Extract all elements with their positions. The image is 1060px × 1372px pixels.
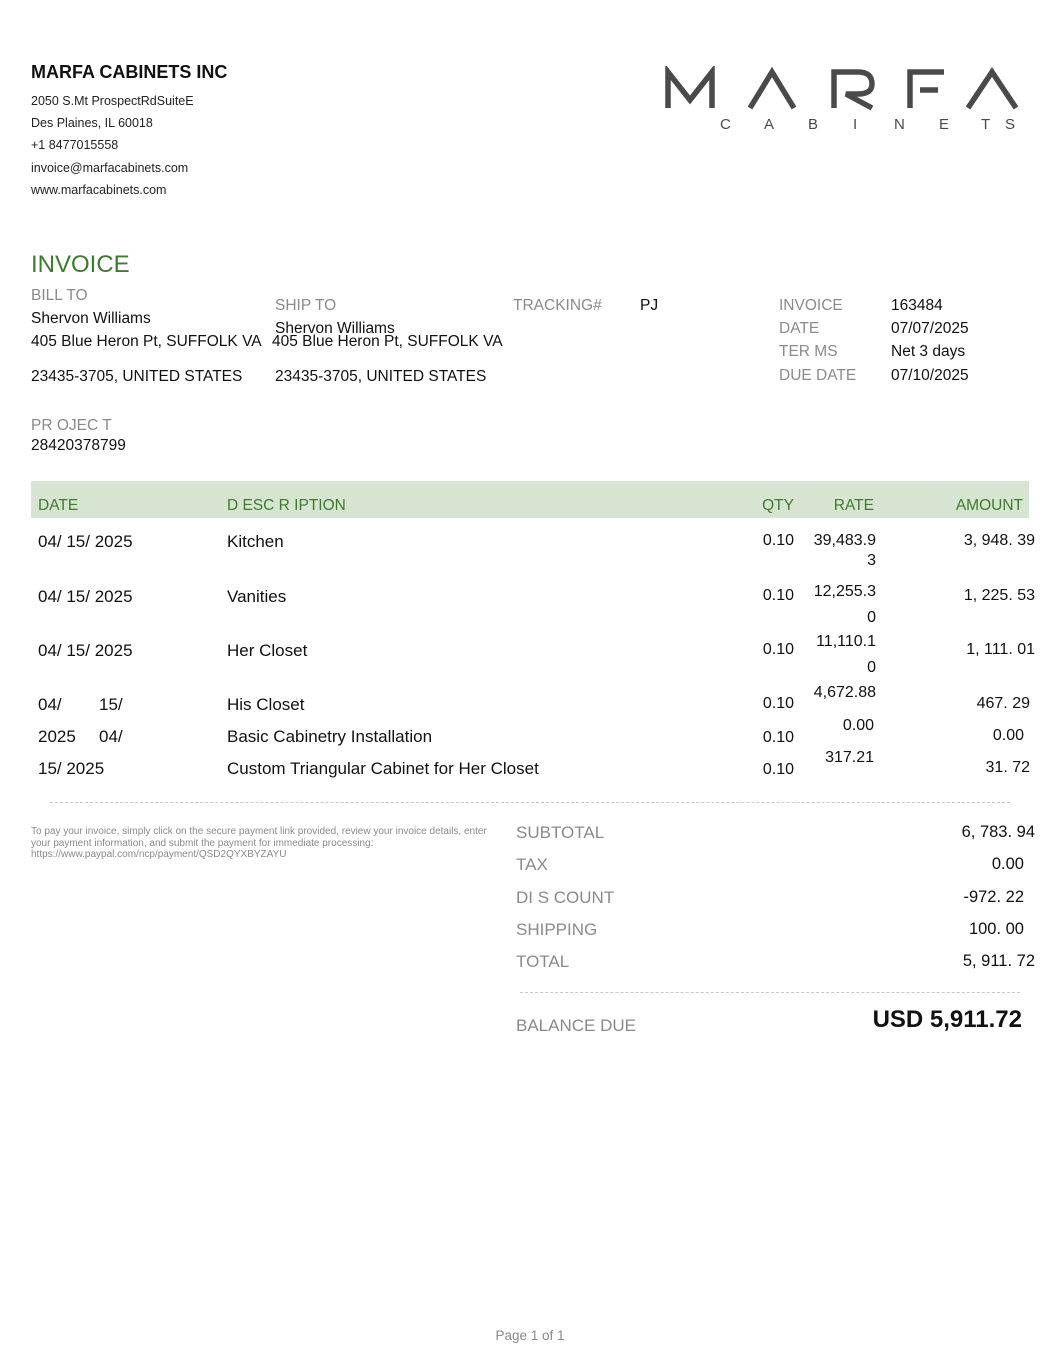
company-email[interactable]: invoice@marfacabinets.com — [31, 161, 189, 175]
column-header-rate: RATE — [833, 497, 874, 514]
row-qty: 0.10 — [762, 695, 794, 712]
marfa-logo — [662, 66, 1022, 136]
ship-to-address-line1: 405 Blue Heron Pt, SUFFOLK VA — [272, 333, 503, 350]
svg-text:B: B — [808, 116, 819, 133]
column-header-description: D ESC R IPTION — [227, 497, 346, 514]
ship-to-address-line2: 23435-3705, UNITED STATES — [275, 368, 487, 385]
svg-text:T: T — [981, 116, 991, 133]
row-rate-wrap: 0 — [867, 609, 876, 626]
total-value: 5, 911. 72 — [962, 952, 1035, 970]
discount-value: -972. 22 — [963, 888, 1024, 906]
table-header — [31, 481, 1029, 518]
row-date: 04/ 15/ 2025 — [38, 532, 133, 551]
subtotal-value: 6, 783. 94 — [961, 823, 1035, 841]
document-title: INVOICE — [31, 251, 130, 278]
subtotal-label: SUBTOTAL — [516, 823, 605, 842]
payment-note: To pay your invoice, simply click on the secure payment link provided, review your invoice details, enter your payment information, and submit the payment for immediate processing: https://www.paypal.com/ncp/payment/QSD2QYXBYZAYU — [31, 826, 487, 860]
company-address-line1: 2050 S.Mt ProspectRdSuiteE — [31, 94, 194, 108]
table-divider — [50, 802, 1010, 803]
page-number: Page 1 of 1 — [495, 1328, 565, 1343]
column-header-amount: AMOUNT — [955, 497, 1023, 514]
svg-text:E: E — [939, 116, 950, 133]
due-date-value: 07/10/2025 — [891, 367, 969, 384]
bill-to-address-line2: 23435-3705, UNITED STATES — [31, 368, 243, 385]
row-date-part: 04/ — [38, 695, 62, 714]
column-header-qty: QTY — [762, 497, 794, 514]
svg-text:S: S — [1004, 116, 1015, 133]
row-amount: 3, 948. 39 — [963, 532, 1035, 549]
due-date-label: DUE DATE — [779, 367, 857, 384]
row-rate: 11,110.1 — [816, 633, 876, 650]
row-description: Kitchen — [227, 532, 284, 551]
row-rate: 4,672.88 — [813, 684, 876, 701]
tracking-value: PJ — [640, 297, 659, 314]
row-amount: 1, 225. 53 — [963, 587, 1035, 604]
svg-text:I: I — [853, 116, 858, 133]
svg-text:A: A — [764, 116, 775, 133]
svg-text:C: C — [720, 116, 731, 133]
row-rate: 12,255.3 — [813, 583, 876, 600]
ship-to-name: Shervon Williams — [275, 320, 395, 337]
row-date-part: 04/ — [99, 727, 123, 746]
summary-divider — [520, 992, 1020, 993]
row-amount: 0.00 — [992, 727, 1024, 744]
row-date: 04/ 15/ 2025 — [38, 587, 133, 606]
invoice-number-value: 163484 — [891, 297, 943, 314]
column-header-date: DATE — [38, 497, 79, 514]
row-date-part: 15/ — [99, 695, 123, 714]
project-label: PR OJEC T — [31, 417, 112, 434]
row-qty: 0.10 — [762, 761, 794, 778]
company-phone: +1 8477015558 — [31, 138, 119, 152]
balance-due-value: USD 5,911.72 — [872, 1006, 1022, 1033]
bill-to-label: BILL TO — [31, 287, 88, 304]
shipping-value: 100. 00 — [968, 920, 1024, 938]
row-date-part: 2025 — [38, 727, 76, 746]
terms-value: Net 3 days — [891, 343, 966, 360]
total-label: TOTAL — [516, 952, 570, 971]
discount-label: DI S COUNT — [516, 888, 615, 907]
row-description: Vanities — [227, 587, 287, 606]
svg-text:N: N — [894, 116, 905, 133]
tracking-label: TRACKING# — [513, 297, 602, 314]
row-qty: 0.10 — [762, 532, 794, 549]
row-rate: 39,483.9 — [813, 532, 876, 549]
company-website[interactable]: www.marfacabinets.com — [31, 183, 167, 197]
company-address-line2: Des Plaines, IL 60018 — [31, 116, 153, 130]
row-date: 15/ 2025 — [38, 759, 105, 778]
row-qty: 0.10 — [762, 729, 794, 746]
project-value: 28420378799 — [31, 437, 126, 454]
terms-label: TER MS — [779, 343, 838, 360]
row-rate-wrap: 0 — [867, 659, 876, 676]
bill-to-address-line1: 405 Blue Heron Pt, SUFFOLK VA — [31, 333, 262, 350]
row-rate-wrap: 3 — [867, 552, 876, 569]
bill-to-name: Shervon Williams — [31, 310, 151, 327]
row-rate: 0.00 — [842, 717, 874, 734]
row-qty: 0.10 — [762, 641, 794, 658]
row-description: Basic Cabinetry Installation — [227, 727, 433, 746]
shipping-label: SHIPPING — [516, 920, 598, 939]
invoice-date-value: 07/07/2025 — [891, 320, 969, 337]
tax-label: TAX — [516, 855, 548, 874]
row-qty: 0.10 — [762, 587, 794, 604]
tax-value: 0.00 — [991, 855, 1024, 873]
row-rate: 317.21 — [825, 749, 874, 766]
invoice-number-label: INVOICE — [779, 297, 843, 314]
row-amount: 31. 72 — [985, 759, 1030, 776]
row-date: 04/ 15/ 2025 — [38, 641, 133, 660]
row-amount: 1, 111. 01 — [966, 641, 1035, 658]
row-description: Custom Triangular Cabinet for Her Closet — [227, 759, 539, 778]
invoice-date-label: DATE — [779, 320, 820, 337]
ship-to-label: SHIP TO — [275, 297, 337, 314]
balance-due-label: BALANCE DUE — [516, 1016, 636, 1035]
row-amount: 467. 29 — [976, 695, 1030, 712]
company-name: MARFA CABINETS INC — [31, 62, 228, 82]
row-description: Her Closet — [227, 641, 308, 660]
row-description: His Closet — [227, 695, 305, 714]
